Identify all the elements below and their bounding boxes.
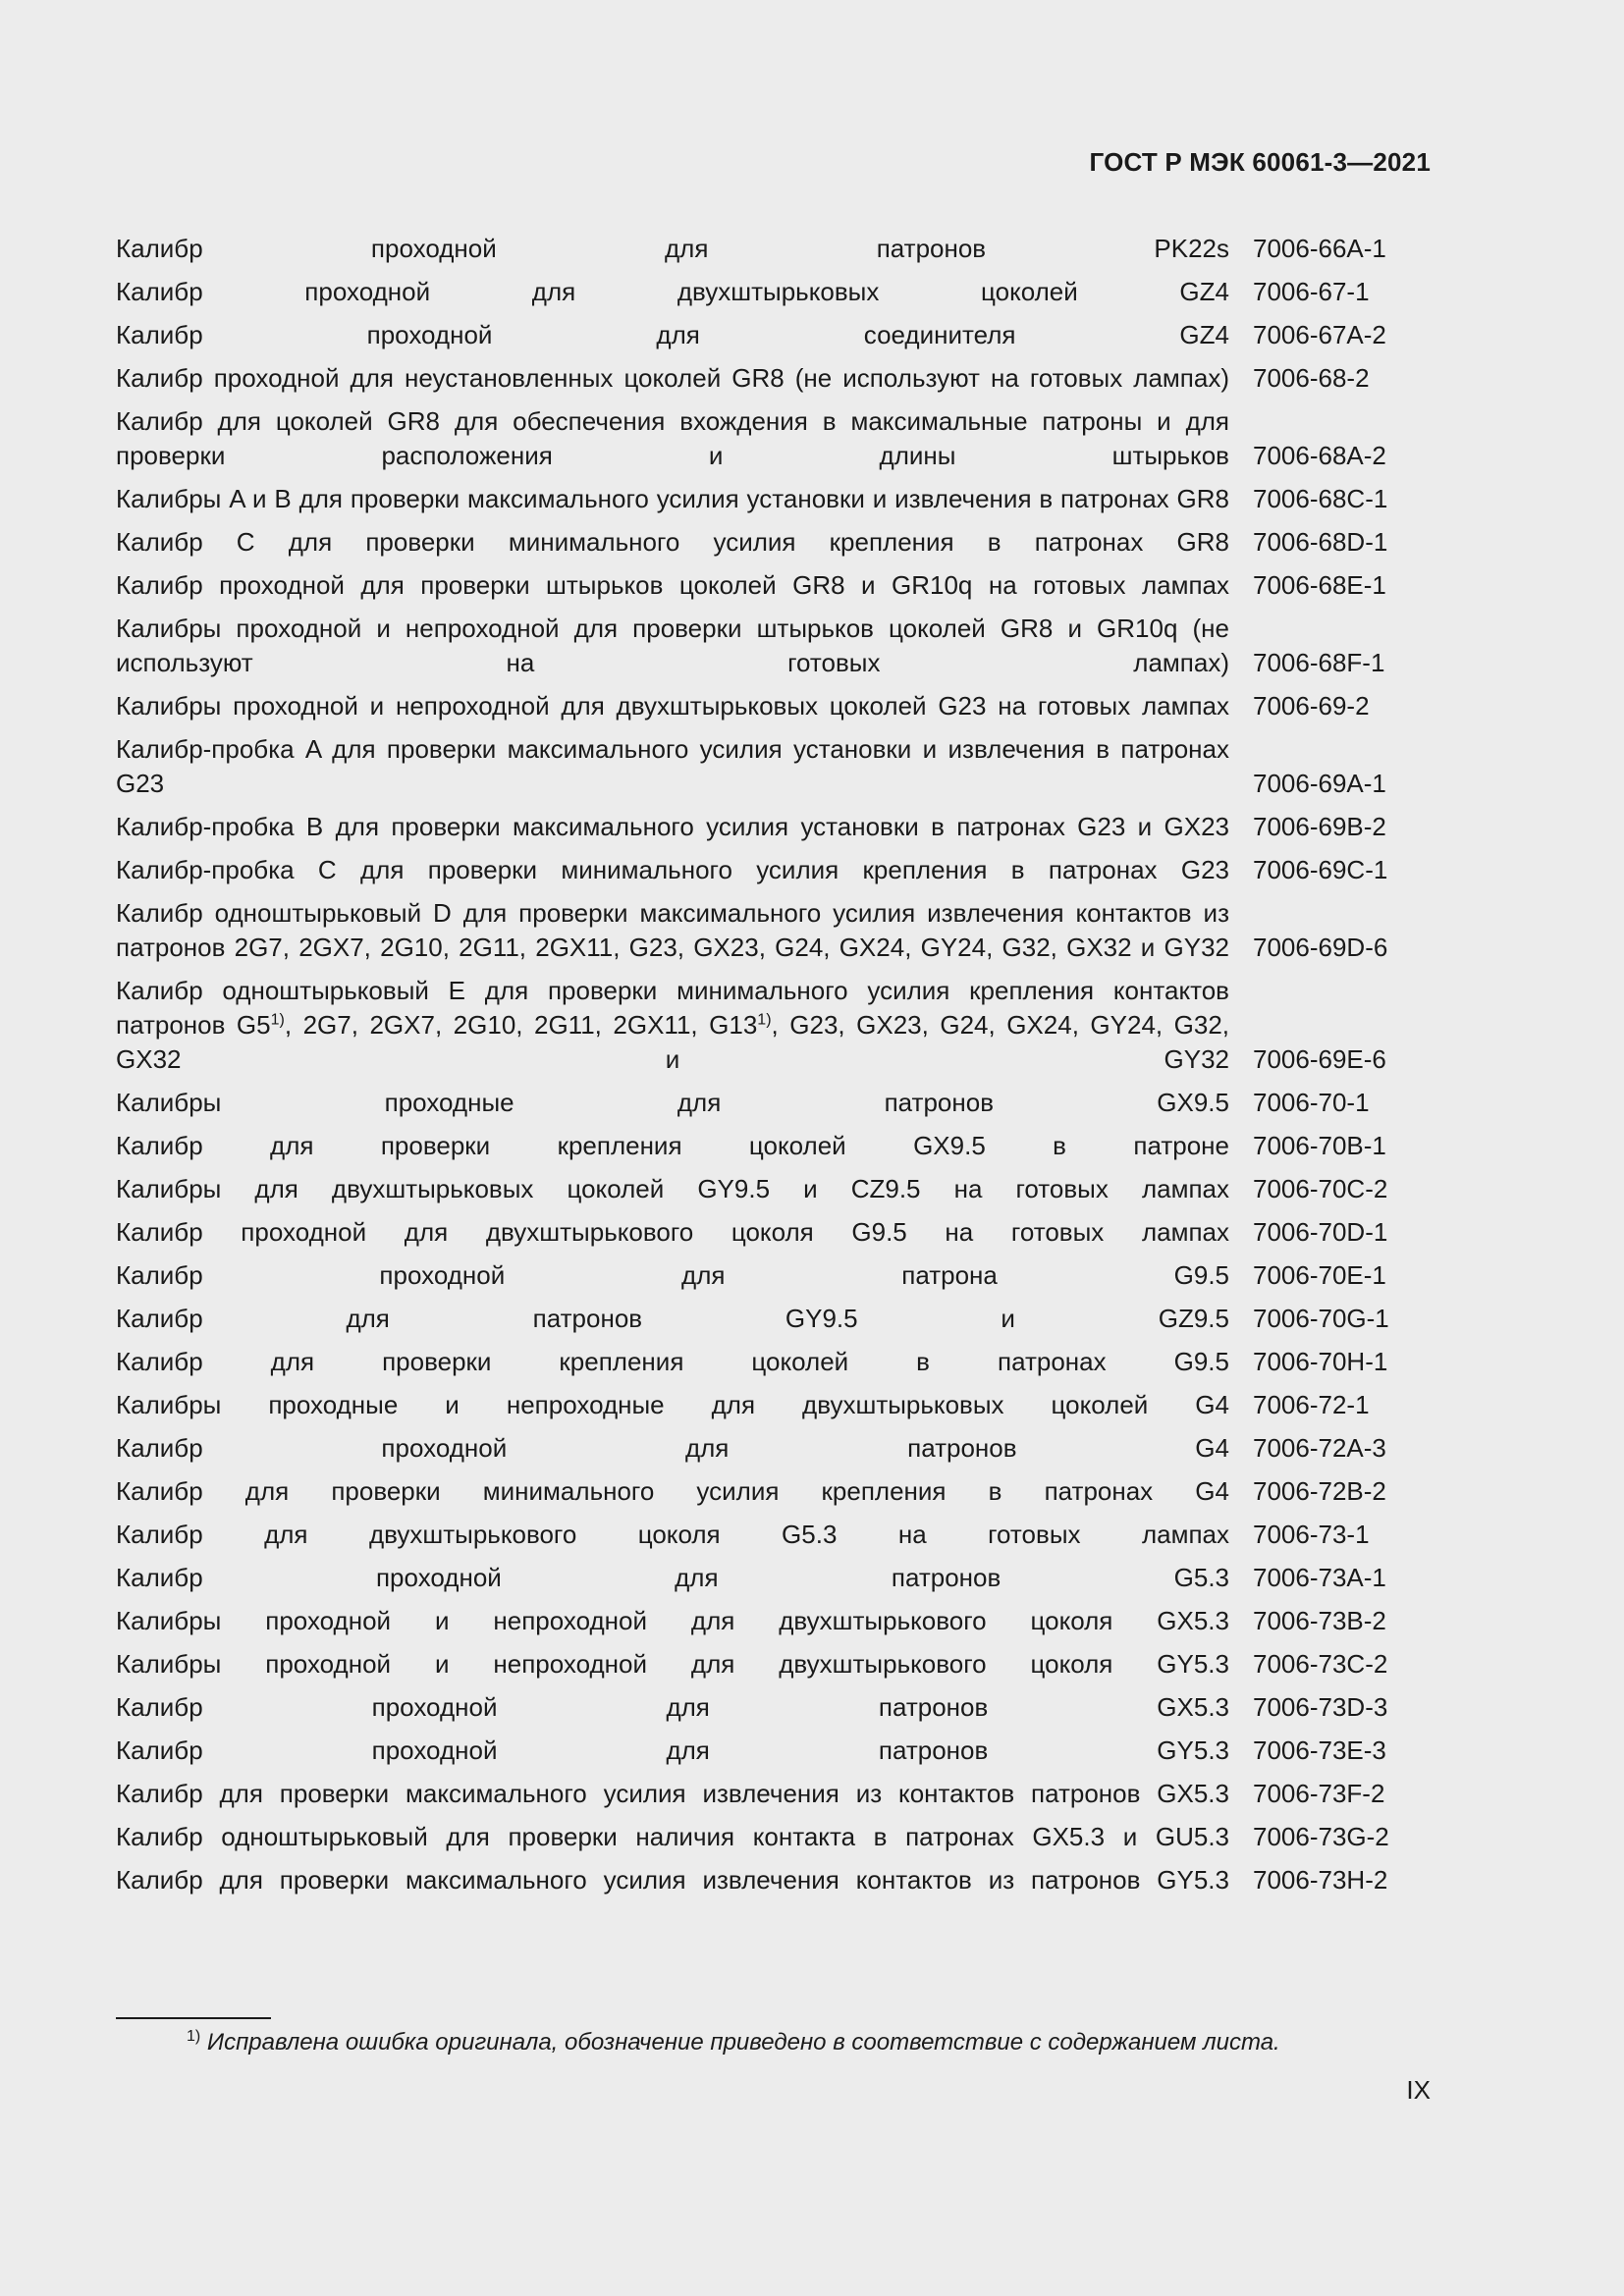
toc-entry-title <box>116 1734 1229 1768</box>
toc-entry-title-text: Калибр проходной для патронов GY5.3 <box>116 1735 1229 1765</box>
toc-entry-code: 7006-73E-3 <box>1253 1735 1386 1765</box>
toc-entry-title <box>116 1258 1229 1293</box>
toc-entry-title-text: Калибр для цоколей GR8 для обеспечения вхождения в максимальные патроны и для проверки расположения и длины штырьков <box>116 406 1229 470</box>
footnote <box>187 2029 1280 2056</box>
toc-entry-title-text: Калибры проходные для патронов GX9.5 <box>116 1088 1229 1117</box>
toc-entry-code: 7006-73H-2 <box>1253 1865 1388 1895</box>
toc-entry-title-text: Калибр для проверки крепления цоколей GX9.5 в патроне <box>116 1131 1229 1160</box>
toc-entry-title <box>116 732 1229 801</box>
toc-entry <box>116 1474 1392 1509</box>
toc-entry <box>116 1604 1392 1638</box>
toc-entry <box>116 1086 1392 1120</box>
toc-entry-code: 7006-70H-1 <box>1253 1347 1388 1376</box>
toc-entry-code: 7006-66A-1 <box>1253 234 1386 263</box>
toc-entry-code: 7006-73C-2 <box>1253 1649 1388 1679</box>
toc-entry-title-text: Калибр проходной для двухштырьковых цоколей GZ4 <box>116 277 1229 306</box>
page-number: IX <box>1406 2075 1431 2105</box>
toc-entry-title <box>116 974 1229 1077</box>
toc-entry <box>116 810 1392 844</box>
toc-entry-title-text: Калибры для двухштырьковых цоколей GY9.5 и CZ9.5 на готовых лампах <box>116 1174 1229 1203</box>
toc-entry-title <box>116 1388 1229 1422</box>
toc-entry-title <box>116 612 1229 680</box>
toc-entry-title <box>116 689 1229 723</box>
toc-entry-title-text: Калибр-пробка B для проверки максимального усилия установки в патронах G23 и GX23 <box>116 812 1229 841</box>
table-of-contents <box>116 232 1392 1906</box>
toc-entry-code: 7006-69A-1 <box>1253 769 1386 798</box>
toc-entry-title <box>116 1474 1229 1509</box>
toc-entry-title-text: Калибры проходной и непроходной для двухштырькового цоколя GY5.3 <box>116 1649 1229 1679</box>
toc-entry-title-text: Калибр проходной для соединителя GZ4 <box>116 320 1229 349</box>
toc-entry-code: 7006-68-2 <box>1253 363 1370 393</box>
toc-entry <box>116 1258 1392 1293</box>
toc-entry <box>116 853 1392 887</box>
toc-entry <box>116 1820 1392 1854</box>
toc-entry <box>116 689 1392 723</box>
toc-entry-title <box>116 361 1229 396</box>
toc-entry-title <box>116 318 1229 352</box>
toc-entry-title-part: Калибр одноштырьковый E для проверки минимального усилия крепления контактов патронов G5 <box>116 976 1229 1040</box>
toc-entry-code: 7006-73-1 <box>1253 1520 1370 1549</box>
toc-entry <box>116 1561 1392 1595</box>
toc-entry-code: 7006-68C-1 <box>1253 484 1388 513</box>
toc-entry <box>116 361 1392 396</box>
toc-entry-code: 7006-70D-1 <box>1253 1217 1388 1247</box>
footnote-ref: 1) <box>270 1011 285 1029</box>
toc-entry-title-text: Калибр проходной для патронов G5.3 <box>116 1563 1229 1592</box>
toc-entry-code: 7006-72-1 <box>1253 1390 1370 1419</box>
toc-entry-code: 7006-70C-2 <box>1253 1174 1388 1203</box>
toc-entry <box>116 525 1392 560</box>
toc-entry-code: 7006-70G-1 <box>1253 1304 1389 1333</box>
toc-entry <box>116 1734 1392 1768</box>
toc-entry <box>116 1215 1392 1250</box>
footnote-mark: 1) <box>187 2028 201 2045</box>
toc-entry-title-text: Калибр проходной для патрона G9.5 <box>116 1260 1229 1290</box>
toc-entry <box>116 232 1392 266</box>
toc-entry-code: 7006-70-1 <box>1253 1088 1370 1117</box>
toc-entry <box>116 1172 1392 1206</box>
toc-entry-code: 7006-73D-3 <box>1253 1692 1388 1722</box>
toc-entry <box>116 974 1392 1077</box>
toc-entry-title-text: Калибр C для проверки минимального усилия крепления в патронах GR8 <box>116 527 1229 557</box>
toc-entry-code: 7006-69-2 <box>1253 691 1370 721</box>
toc-entry-title-text: Калибры проходной и непроходной для проверки штырьков цоколей GR8 и GR10q (не используют на готовых лампах) <box>116 614 1229 677</box>
toc-entry-code: 7006-73G-2 <box>1253 1822 1389 1851</box>
footnote-text: Исправлена ошибка оригинала, обозначение приведено в соответствие с содержанием листа. <box>206 2029 1280 2056</box>
toc-entry-title-text: Калибр для проверки максимального усилия извлечения из контактов патронов GX5.3 <box>116 1779 1229 1808</box>
toc-entry <box>116 1129 1392 1163</box>
toc-entry <box>116 1863 1392 1897</box>
toc-entry-code: 7006-73F-2 <box>1253 1779 1385 1808</box>
toc-entry-title-text: Калибр для двухштырькового цоколя G5.3 на готовых лампах <box>116 1520 1229 1549</box>
toc-entry-title-text: Калибр для патронов GY9.5 и GZ9.5 <box>116 1304 1229 1333</box>
toc-entry-title-text: Калибры проходные и непроходные для двухштырьковых цоколей G4 <box>116 1390 1229 1419</box>
toc-entry-title <box>116 1561 1229 1595</box>
toc-entry-title-text: Калибры проходной и непроходной для двухштырькового цоколя GX5.3 <box>116 1606 1229 1635</box>
toc-entry-title <box>116 1647 1229 1682</box>
toc-entry-title-part: , 2G7, 2GX7, 2G10, 2G11, 2GX11, G13 <box>284 1010 758 1040</box>
toc-entry-title-text: Калибр одноштырьковый для проверки наличия контакта в патронах GX5.3 и GU5.3 <box>116 1822 1229 1851</box>
toc-entry-title <box>116 1604 1229 1638</box>
toc-entry-title-text: Калибр проходной для патронов GX5.3 <box>116 1692 1229 1722</box>
toc-entry-title <box>116 482 1229 516</box>
toc-entry-code: 7006-69B-2 <box>1253 812 1386 841</box>
toc-entry-title-text: Калибр-пробка C для проверки минимального усилия крепления в патронах G23 <box>116 855 1229 884</box>
toc-entry-title <box>116 853 1229 887</box>
toc-entry-title <box>116 1215 1229 1250</box>
footnote-ref: 1) <box>757 1011 772 1029</box>
footnote-divider <box>116 2017 271 2019</box>
toc-entry-title-text: Калибр проходной для патронов G4 <box>116 1433 1229 1463</box>
toc-entry <box>116 612 1392 680</box>
toc-entry-title-text: Калибр одноштырьковый D для проверки максимального усилия извлечения контактов из патронов 2G7, 2GX7, 2G10, 2G11, 2GX11, G23, GX23, G24, GX24, GY24, G32, GX32 и GY32 <box>116 898 1229 962</box>
toc-entry-title <box>116 1690 1229 1725</box>
toc-entry-code: 7006-73A-1 <box>1253 1563 1386 1592</box>
toc-entry-title <box>116 568 1229 603</box>
toc-entry-code: 7006-68D-1 <box>1253 527 1388 557</box>
toc-entry <box>116 1345 1392 1379</box>
toc-entry <box>116 275 1392 309</box>
toc-entry-title <box>116 1820 1229 1854</box>
toc-entry <box>116 896 1392 965</box>
toc-entry <box>116 482 1392 516</box>
toc-entry-title <box>116 525 1229 560</box>
toc-entry-title-text: Калибр проходной для патронов PK22s <box>116 234 1229 263</box>
toc-entry <box>116 318 1392 352</box>
toc-entry-code: 7006-68E-1 <box>1253 570 1386 600</box>
toc-entry <box>116 1690 1392 1725</box>
toc-entry <box>116 404 1392 473</box>
toc-entry <box>116 1647 1392 1682</box>
toc-entry-title <box>116 275 1229 309</box>
toc-entry-title <box>116 1302 1229 1336</box>
toc-entry-title-text: Калибр-пробка A для проверки максимального усилия установки и извлечения в патронах G23 <box>116 734 1229 798</box>
toc-entry-title <box>116 1777 1229 1811</box>
toc-entry <box>116 1431 1392 1466</box>
toc-entry-code: 7006-72B-2 <box>1253 1476 1386 1506</box>
toc-entry-title <box>116 1518 1229 1552</box>
toc-entry-code: 7006-67A-2 <box>1253 320 1386 349</box>
toc-entry-code: 7006-69D-6 <box>1253 933 1388 962</box>
toc-entry-title-text: Калибр проходной для проверки штырьков цоколей GR8 и GR10q на готовых лампах <box>116 570 1229 600</box>
toc-entry-title-text: Калибр проходной для неустановленных цоколей GR8 (не используют на готовых лампах) <box>116 363 1229 393</box>
toc-entry-title-text: Калибры проходной и непроходной для двухштырьковых цоколей G23 на готовых лампах <box>116 691 1229 721</box>
toc-entry-code: 7006-70B-1 <box>1253 1131 1386 1160</box>
toc-entry-title <box>116 1431 1229 1466</box>
toc-entry-code: 7006-68F-1 <box>1253 648 1385 677</box>
toc-entry-title-text: Калибр для проверки крепления цоколей в патронах G9.5 <box>116 1347 1229 1376</box>
toc-entry-title-text: Калибр для проверки минимального усилия крепления в патронах G4 <box>116 1476 1229 1506</box>
toc-entry-title <box>116 810 1229 844</box>
toc-entry-code: 7006-69E-6 <box>1253 1044 1386 1074</box>
toc-entry-code: 7006-70E-1 <box>1253 1260 1386 1290</box>
toc-entry-title-text: Калибр проходной для двухштырькового цоколя G9.5 на готовых лампах <box>116 1217 1229 1247</box>
toc-entry <box>116 732 1392 801</box>
toc-entry-title <box>116 1863 1229 1897</box>
toc-entry-title <box>116 1129 1229 1163</box>
toc-entry-title <box>116 232 1229 266</box>
toc-entry <box>116 1777 1392 1811</box>
toc-entry-code: 7006-72A-3 <box>1253 1433 1386 1463</box>
toc-entry <box>116 568 1392 603</box>
toc-entry-title-text: Калибр для проверки максимального усилия извлечения контактов из патронов GY5.3 <box>116 1865 1229 1895</box>
toc-entry-title-part: , G23, GX23, G24, GX24, GY24, G32, GX32 и GY32 <box>116 1010 1229 1074</box>
toc-entry-code: 7006-67-1 <box>1253 277 1370 306</box>
toc-entry-title-text: Калибры A и B для проверки максимального усилия установки и извлечения в патронах GR8 <box>116 484 1229 513</box>
toc-entry-title <box>116 1172 1229 1206</box>
toc-entry-title <box>116 1086 1229 1120</box>
toc-entry-title <box>116 404 1229 473</box>
toc-entry-code: 7006-69C-1 <box>1253 855 1388 884</box>
toc-entry <box>116 1518 1392 1552</box>
document-header: ГОСТ Р МЭК 60061-3—2021 <box>1089 147 1431 177</box>
toc-entry <box>116 1388 1392 1422</box>
toc-entry-code: 7006-68A-2 <box>1253 441 1386 470</box>
toc-entry-code: 7006-73B-2 <box>1253 1606 1386 1635</box>
toc-entry <box>116 1302 1392 1336</box>
toc-entry-title <box>116 1345 1229 1379</box>
toc-entry-title <box>116 896 1229 965</box>
